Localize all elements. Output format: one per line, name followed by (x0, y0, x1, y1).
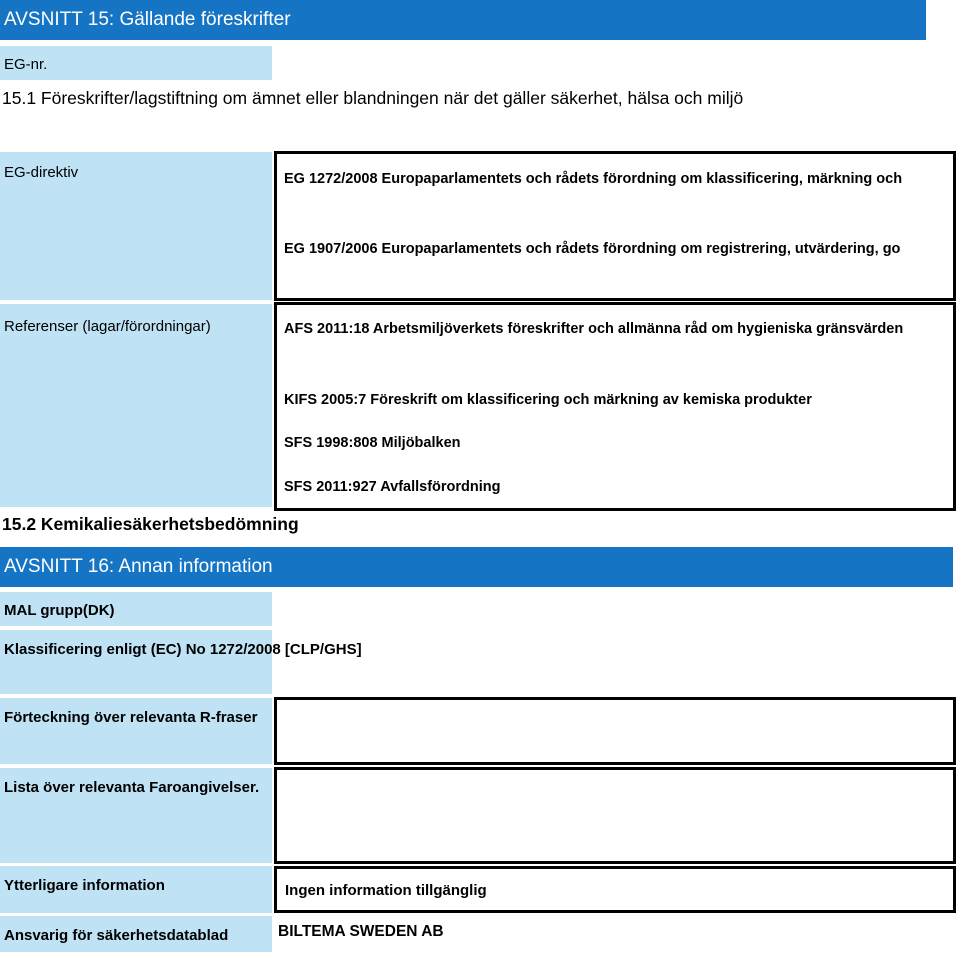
ytterligare-value-box (274, 866, 956, 913)
eg-direktiv-item: EG 1907/2006 Europaparlamentets och rådets förordning om registrering, utvärdering, go (284, 241, 901, 257)
subsection-15-2-heading: 15.2 Kemikaliesäkerhetsbedömning (2, 514, 299, 534)
ytterligare-label: Ytterligare information (4, 877, 165, 894)
eg-nr-label: EG-nr. (4, 56, 48, 73)
ansvarig-label: Ansvarig för säkerhetsdatablad (4, 927, 229, 944)
eg-direktiv-label: EG-direktiv (4, 164, 79, 181)
klassificering-label: Klassificering enligt (EC) No 1272/2008 [CLP/GHS] (4, 641, 362, 658)
faroangivelser-label-cell (0, 768, 272, 863)
faroangivelser-label: Lista över relevanta Faroangivelser. (4, 779, 260, 796)
referenser-label: Referenser (lagar/förordningar) (4, 318, 211, 335)
r-fraser-label-cell (0, 698, 272, 764)
r-fraser-label: Förteckning över relevanta R-fraser (4, 709, 258, 726)
referenser-label-cell (0, 304, 272, 507)
ytterligare-label-cell (0, 866, 272, 913)
ansvarig-label-cell (0, 916, 272, 952)
referenser-item: SFS 2011:927 Avfallsförordning (284, 479, 501, 495)
ansvarig-value: BILTEMA SWEDEN AB (278, 923, 444, 940)
section-16-header (0, 547, 953, 587)
section-15-title: AVSNITT 15: Gällande föreskrifter (4, 9, 291, 30)
mal-grupp-label-cell (0, 592, 272, 626)
ytterligare-value: Ingen information tillgänglig (285, 882, 487, 899)
subsection-15-1-heading: 15.1 Föreskrifter/lagstiftning om ämnet eller blandningen när det gäller säkerhet, hälsa och miljö (2, 88, 744, 108)
faroangivelser-value-box (274, 767, 956, 864)
eg-direktiv-item: EG 1272/2008 Europaparlamentets och rådets förordning om klassificering, märkning och (284, 171, 903, 187)
eg-nr-label-cell (0, 46, 272, 80)
referenser-item: SFS 1998:808 Miljöbalken (284, 435, 461, 451)
mal-grupp-label: MAL grupp(DK) (4, 602, 115, 619)
klassificering-label-cell (0, 630, 362, 694)
referenser-item: KIFS 2005:7 Föreskrift om klassificering och märkning av kemiska produkter (284, 392, 812, 408)
eg-direktiv-label-cell (0, 152, 272, 300)
section-16-title: AVSNITT 16: Annan information (4, 556, 273, 577)
eg-direktiv-value-box (274, 151, 956, 301)
r-fraser-value-box (274, 697, 956, 765)
referenser-item: AFS 2011:18 Arbetsmiljöverkets föreskrifter och allmänna råd om hygieniska gränsvärden (284, 321, 904, 337)
referenser-value-box (274, 302, 956, 511)
section-15-header (0, 0, 926, 40)
